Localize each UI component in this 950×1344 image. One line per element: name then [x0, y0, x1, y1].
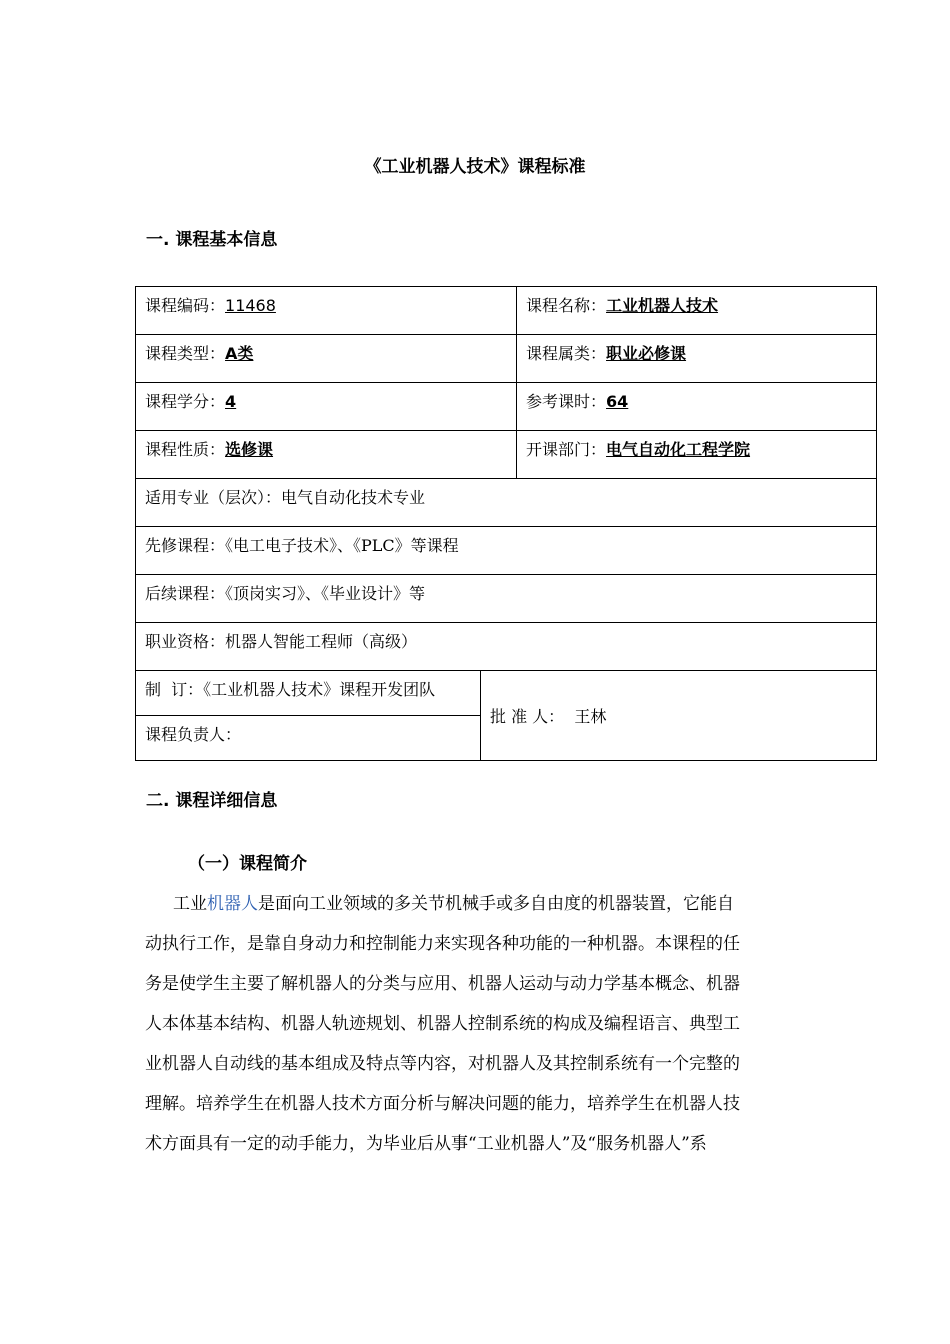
intro-line-4: 人本体基本结构、机器人轨迹规划、机器人控制系统的构成及编程语言、典型工: [145, 1014, 740, 1034]
intro-line-3: 务是使学生主要了解机器人的分类与应用、机器人运动与动力学基本概念、机器: [145, 974, 740, 994]
course-info-table: [135, 286, 877, 761]
followup-courses-cell: 后续课程：《顶岗实习》、《毕业设计》等: [136, 575, 877, 623]
intro-line-5: 业机器人自动线的基本组成及特点等内容，对机器人及其控制系统有一个完整的: [145, 1054, 740, 1074]
course-name-value: 工业机器人技术: [606, 296, 719, 315]
course-code-label: 课程编码：: [145, 296, 226, 315]
course-type-label: 课程类型：: [145, 344, 226, 363]
course-nature-label: 课程性质：: [145, 440, 226, 459]
approver-cell: 批 准 人： 王林: [481, 671, 877, 761]
course-type-cell: [136, 335, 517, 383]
prerequisite-courses-cell: 先修课程：《电工电子技术》、《PLC》等课程: [136, 527, 877, 575]
course-hours-value: 64: [606, 392, 629, 411]
table-row: [136, 335, 877, 383]
course-dept-cell: [517, 431, 877, 479]
course-intro-paragraph: [145, 884, 808, 1164]
subsection-heading-intro: （一）课程简介: [188, 854, 307, 874]
table-row: [136, 671, 877, 716]
course-credit-label: 课程学分：: [145, 392, 226, 411]
intro-line-2: 动执行工作，是靠自身动力和控制能力来实现各种功能的一种机器。本课程的任: [145, 934, 740, 954]
table-row: [136, 527, 877, 575]
course-hours-label: 参考课时：: [526, 392, 607, 411]
course-code-cell: [136, 287, 517, 335]
document-title: 《工业机器人技术》课程标准: [364, 157, 586, 177]
intro-line-6: 理解。培养学生在机器人技术方面分析与解决问题的能力，培养学生在机器人技: [145, 1094, 740, 1114]
course-code-value: 11468: [225, 296, 276, 315]
intro-text: 是面向工业领域的多关节机械手或多自由度的机器装置，它能自: [258, 894, 734, 914]
table-row: [136, 431, 877, 479]
table-row: [136, 383, 877, 431]
robot-link[interactable]: 机器人: [207, 894, 258, 914]
table-row: [136, 575, 877, 623]
applicable-major-cell: 适用专业（层次）：电气自动化技术专业: [136, 479, 877, 527]
course-category-cell: [517, 335, 877, 383]
course-credit-cell: [136, 383, 517, 431]
course-type-value: A类: [225, 344, 254, 363]
course-nature-cell: [136, 431, 517, 479]
course-dept-label: 开课部门：: [526, 440, 607, 459]
intro-text: 工业: [173, 894, 207, 914]
course-leader-cell: 课程负责人：: [136, 716, 481, 761]
qualification-cell: 职业资格：机器人智能工程师（高级）: [136, 623, 877, 671]
section-heading-basic-info: 一. 课程基本信息: [146, 230, 278, 250]
section-heading-detailed-info: 二. 课程详细信息: [146, 791, 278, 811]
course-category-value: 职业必修课: [606, 344, 687, 363]
course-name-cell: [517, 287, 877, 335]
intro-line-7: 术方面具有一定的动手能力，为毕业后从事“工业机器人”及“服务机器人”系: [145, 1134, 707, 1154]
course-category-label: 课程属类：: [526, 344, 607, 363]
course-name-label: 课程名称：: [526, 296, 607, 315]
course-dept-value: 电气自动化工程学院: [606, 440, 751, 459]
table-row: [136, 287, 877, 335]
intro-line-1: [145, 884, 808, 924]
course-nature-value: 选修课: [225, 440, 274, 459]
course-credit-value: 4: [225, 392, 237, 411]
table-row: [136, 479, 877, 527]
course-hours-cell: [517, 383, 877, 431]
developer-cell: 制 订：《工业机器人技术》课程开发团队: [136, 671, 481, 716]
table-row: [136, 623, 877, 671]
